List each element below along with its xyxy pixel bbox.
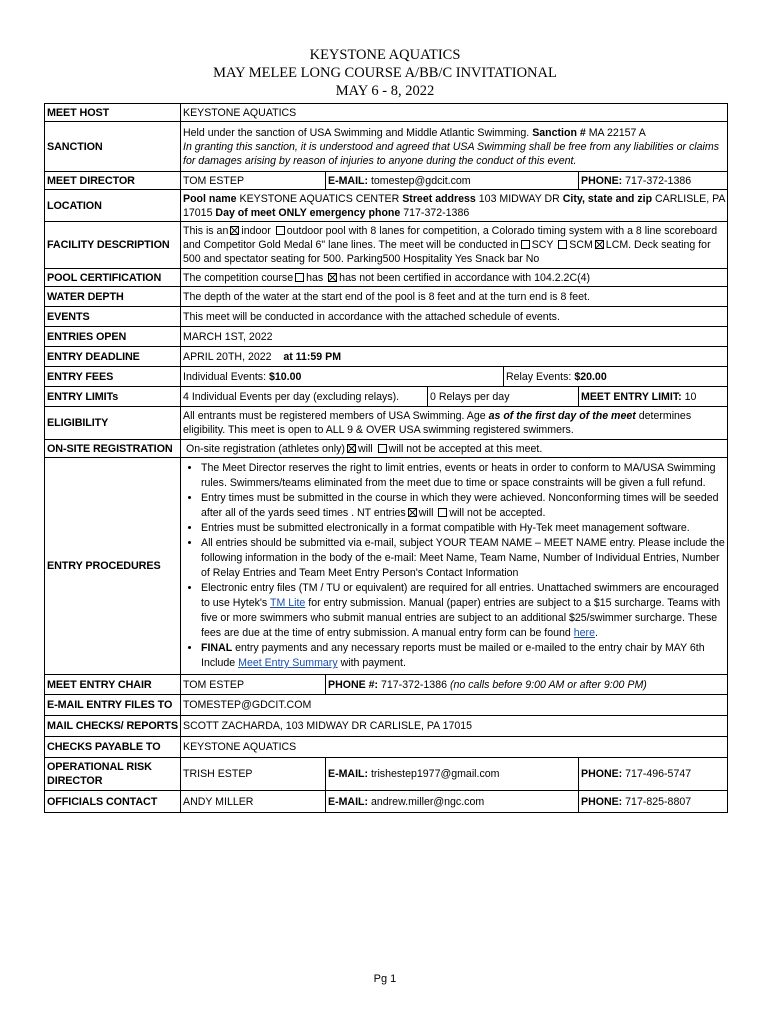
op-risk-email: trishestep1977@gmail.com — [370, 768, 500, 780]
label-entry-chair: MEET ENTRY CHAIR — [45, 675, 181, 695]
facility-indoor: indoor — [241, 225, 271, 237]
procedure-item — [201, 536, 725, 581]
row-events — [45, 307, 728, 327]
meet-entry-summary-link[interactable]: Meet Entry Summary — [238, 657, 338, 669]
procedure-text: entry payments and any necessary reports must be mailed or e-mailed to the entry chair by MAY 6th — [235, 642, 705, 654]
label-meet-director: MEET DIRECTOR — [45, 172, 181, 190]
deadline-time: at 11:59 PM — [283, 350, 342, 363]
row-op-risk — [45, 758, 728, 791]
tm-lite-link[interactable]: TM Lite — [269, 597, 306, 609]
street: 103 MIDWAY DR — [478, 192, 560, 205]
row-pool-cert — [45, 269, 728, 287]
checkbox-empty-icon — [438, 508, 447, 517]
checkbox-empty-icon — [521, 240, 530, 249]
procedure-item — [201, 521, 725, 536]
entries-open-value: MARCH 1ST, 2022 — [181, 327, 728, 347]
checkbox-empty-icon — [378, 444, 387, 453]
mail-checks-value: SCOTT ZACHARDA, 103 MIDWAY DR CARLISLE, PA 17015 — [181, 716, 728, 737]
row-location — [45, 190, 728, 222]
procedure-nt-will: will — [418, 507, 434, 519]
row-mail-checks — [45, 716, 728, 737]
pool-name: KEYSTONE AQUATICS CENTER — [239, 192, 400, 205]
fees-ind: $10.00 — [269, 370, 302, 383]
fees-ind-label: Individual Events: — [183, 370, 267, 383]
procedure-text: Entries must be submitted electronically in a format compatible with Hy-Tek meet management software. — [201, 522, 690, 534]
procedure-item — [201, 461, 725, 491]
pool-name-label: Pool name — [183, 192, 237, 205]
officials-phone: 717-825-8807 — [625, 795, 692, 808]
facility-outdoor: outdoor pool with 8 lanes for competition, a Colorado timing system with a 8 line scoreboard and Competitor Gold Medal 6" lane lines. The meet will be conducted in — [183, 225, 718, 251]
emergency-label: Day of meet ONLY emergency phone — [215, 206, 401, 219]
procedure-text: The Meet Director reserves the right to limit entries, events or heats in order to conform to MA/USA Swimming rules. Swimmers/teams eliminated from the meet due to time or space constraints will be given a full refund. — [201, 462, 716, 489]
label-checks-payable: CHECKS PAYABLE TO — [45, 737, 181, 758]
row-entry-chair — [45, 675, 728, 695]
limits-meet-cell — [579, 387, 728, 407]
row-meet-director — [45, 172, 728, 190]
checkbox-checked-icon — [347, 444, 356, 453]
row-meet-host — [45, 104, 728, 122]
label-meet-host: MEET HOST — [45, 104, 181, 122]
director-name: TOM ESTEP — [181, 172, 326, 190]
onsite-text: On-site registration (athletes only) — [185, 442, 345, 455]
manual-form-link[interactable]: here — [573, 627, 595, 639]
facility-scm: SCM — [569, 239, 593, 251]
eligibility-text-2: determines eligibility. This meet is open to ALL 9 & OVER USA swimming registered swimmers. — [183, 410, 692, 436]
op-risk-email-cell — [326, 758, 579, 791]
label-sanction: SANCTION — [45, 122, 181, 172]
officials-phone-cell — [579, 791, 728, 813]
label-op-risk: OPERATIONAL RISK DIRECTOR — [45, 758, 181, 791]
city-label: City, state and zip — [562, 192, 653, 205]
op-risk-email-label: E-MAIL: — [328, 768, 369, 780]
label-water-depth: WATER DEPTH — [45, 287, 181, 307]
procedure-text: Include — [201, 657, 236, 669]
label-procedures: ENTRY PROCEDURES — [45, 458, 181, 675]
procedure-item — [201, 641, 725, 671]
op-risk-phone: 717-496-5747 — [625, 768, 692, 780]
deadline-date: APRIL 20TH, 2022 — [183, 350, 272, 363]
officials-name: ANDY MILLER — [181, 791, 326, 813]
op-risk-phone-label: PHONE: — [581, 768, 623, 780]
row-sanction — [45, 122, 728, 172]
checkbox-checked-icon — [230, 226, 239, 235]
procedures-list — [183, 461, 725, 671]
row-officials — [45, 791, 728, 813]
row-checks-payable — [45, 737, 728, 758]
label-location: LOCATION — [45, 190, 181, 222]
header-line-1: KEYSTONE AQUATICS — [309, 47, 461, 63]
fees-relay-cell — [504, 367, 728, 387]
pool-cert-hasnot: has not been certified in accordance with 104.2.2C(4) — [339, 271, 591, 284]
procedure-final: FINAL — [201, 642, 233, 654]
director-phone-cell — [579, 172, 728, 190]
officials-email-label: E-MAIL: — [328, 795, 369, 808]
procedure-text: for entry submission. Manual (paper) entries are subject to a $15 surcharge. Teams with five or more swimmers who submit manual entries are subject to an additional $25/swimmer surcharge. These fees are due at the time of entry submission. A manual entry form can be found — [201, 597, 721, 639]
onsite-value — [181, 440, 728, 458]
row-onsite — [45, 440, 728, 458]
emergency-phone: 717-372-1386 — [403, 206, 470, 219]
city: CARLISLE, PA 17015 — [183, 192, 725, 219]
fees-relay-label: Relay Events: — [506, 370, 572, 383]
procedures-value — [181, 458, 728, 675]
checkbox-checked-icon — [408, 508, 417, 517]
eligibility-emphasis: as of the first day of the meet — [488, 410, 636, 422]
pool-cert-text: The competition course — [183, 271, 294, 284]
row-procedures — [45, 458, 728, 675]
row-entry-limits — [45, 387, 728, 407]
fees-relay: $20.00 — [574, 370, 607, 383]
entry-deadline-value — [181, 347, 728, 367]
limits-meet: 10 — [684, 390, 697, 403]
onsite-will: will — [357, 442, 373, 455]
checkbox-empty-icon — [295, 273, 304, 282]
header-line-2: MAY MELEE LONG COURSE A/BB/C INVITATIONAL — [213, 65, 557, 81]
director-phone: 717-372-1386 — [625, 174, 692, 187]
fees-individual-cell — [181, 367, 504, 387]
checkbox-empty-icon — [558, 240, 567, 249]
entry-chair-phone-cell — [326, 675, 728, 695]
facility-lcm: LCM. Deck seating for 500 and spectator seating for 500. Parking500 Hospitality Yes Snack bar No — [183, 239, 711, 265]
director-email-label: E-MAIL: — [328, 174, 369, 187]
procedure-text: with payment. — [340, 657, 406, 669]
label-entry-deadline: ENTRY DEADLINE — [45, 347, 181, 367]
procedure-item: • Electronic entry files (TM / TU or equivalent) are required for all entries. Unattached swimmers are encouraged to use Hytek's TM Lite for entry submission. Manual (paper) entries are subject to a $15 surcharge. Teams with five or more swimmers who submit manual entries are subject to an additional $25/swimmer surcharge. These fees are due at the time of entry submission. A manual entry form can be found here. — [201, 581, 725, 641]
facility-text-1: This is an — [183, 225, 229, 237]
row-entry-fees — [45, 367, 728, 387]
location-value — [181, 190, 728, 222]
officials-email-cell — [326, 791, 579, 813]
limits-relay: 0 Relays per day — [428, 387, 579, 407]
sanction-text: Held under the sanction of USA Swimming and Middle Atlantic Swimming. — [183, 126, 530, 139]
label-mail-checks: MAIL CHECKS/ REPORTS — [45, 716, 181, 737]
label-entry-limits: ENTRY LIMITs — [45, 387, 181, 407]
meet-info-table — [44, 103, 728, 813]
label-email-files: E-MAIL ENTRY FILES TO — [45, 695, 181, 716]
director-phone-label: PHONE: — [581, 174, 623, 187]
facility-value — [181, 222, 728, 269]
row-entry-deadline — [45, 347, 728, 367]
header-line-3: MAY 6 - 8, 2022 — [335, 83, 435, 99]
label-officials: OFFICIALS CONTACT — [45, 791, 181, 813]
row-eligibility — [45, 407, 728, 440]
checkbox-empty-icon — [276, 226, 285, 235]
eligibility-text-1: All entrants must be registered members of USA Swimming. Age — [183, 410, 486, 422]
label-onsite: ON-SITE REGISTRATION — [45, 440, 181, 458]
email-files-value: TOMESTEP@GDCIT.COM — [181, 695, 728, 716]
procedure-text: All entries should be submitted via e-mail, subject YOUR TEAM NAME – MEET NAME entry. Please include the following information in the body of the e-mail: Meet Name, Team Name, Number of Individual Entries, Number of Relay Entries and Team Meet Entry Person's Contact Information — [201, 537, 725, 579]
limits-meet-label: MEET ENTRY LIMIT: — [581, 390, 682, 403]
director-email: tomestep@gdcit.com — [370, 174, 471, 187]
water-depth-value: The depth of the water at the start end of the pool is 8 feet and at the turn end is 8 feet. — [181, 287, 728, 307]
label-facility: FACILITY DESCRIPTION — [45, 222, 181, 269]
procedure-text: Entry times must be submitted in the course in which they were achieved. Nonconforming times will be seeded after all of the yards seed times . NT entries — [201, 492, 719, 519]
row-facility — [45, 222, 728, 269]
checkbox-checked-icon — [595, 240, 604, 249]
eligibility-value — [181, 407, 728, 440]
pool-cert-value — [181, 269, 728, 287]
row-email-files — [45, 695, 728, 716]
sanction-disclaimer: In granting this sanction, it is understood and agreed that USA Swimming shall be free from any liabilities or claims for damages arising by reason of injuries to anyone during the conduct of this event. — [183, 140, 720, 167]
entry-chair-name: TOM ESTEP — [181, 675, 326, 695]
events-value: This meet will be conducted in accordance with the attached schedule of events. — [181, 307, 728, 327]
director-email-cell — [326, 172, 579, 190]
op-risk-name: TRISH ESTEP — [181, 758, 326, 791]
sanction-num-label: Sanction # — [532, 126, 586, 139]
label-entries-open: ENTRIES OPEN — [45, 327, 181, 347]
onsite-willnot: will not be accepted at this meet. — [388, 442, 543, 455]
officials-phone-label: PHONE: — [581, 795, 623, 808]
sanction-value — [181, 122, 728, 172]
entry-chair-note: (no calls before 9:00 AM or after 9:00 PM) — [449, 678, 647, 691]
checks-payable-value: KEYSTONE AQUATICS — [181, 737, 728, 758]
entry-chair-phone-label: PHONE #: — [328, 678, 379, 691]
document-header — [0, 46, 770, 100]
label-pool-cert: POOL CERTIFICATION — [45, 269, 181, 287]
op-risk-phone-cell — [579, 758, 728, 791]
pool-cert-has: has — [306, 271, 324, 284]
page-number: Pg 1 — [373, 973, 397, 985]
row-entries-open — [45, 327, 728, 347]
facility-scy: SCY — [531, 239, 554, 251]
procedure-item — [201, 491, 725, 521]
row-water-depth — [45, 287, 728, 307]
label-eligibility: ELIGIBILITY — [45, 407, 181, 440]
checkbox-checked-icon — [328, 273, 337, 282]
label-events: EVENTS — [45, 307, 181, 327]
entry-chair-phone: 717-372-1386 — [381, 678, 447, 691]
procedure-nt-willnot: will not be accepted. — [449, 507, 546, 519]
meet-host-value: KEYSTONE AQUATICS — [181, 104, 728, 122]
procedure-text: Electronic entry files (TM / TU or equivalent) are required for all entries. Unattached swimmers are encouraged to use Hytek's — [201, 582, 719, 609]
officials-email: andrew.miller@ngc.com — [370, 795, 485, 808]
label-entry-fees: ENTRY FEES — [45, 367, 181, 387]
sanction-num: MA 22157 A — [588, 126, 646, 139]
street-label: Street address — [402, 192, 476, 205]
limits-individual: 4 Individual Events per day (excluding relays). — [181, 387, 428, 407]
